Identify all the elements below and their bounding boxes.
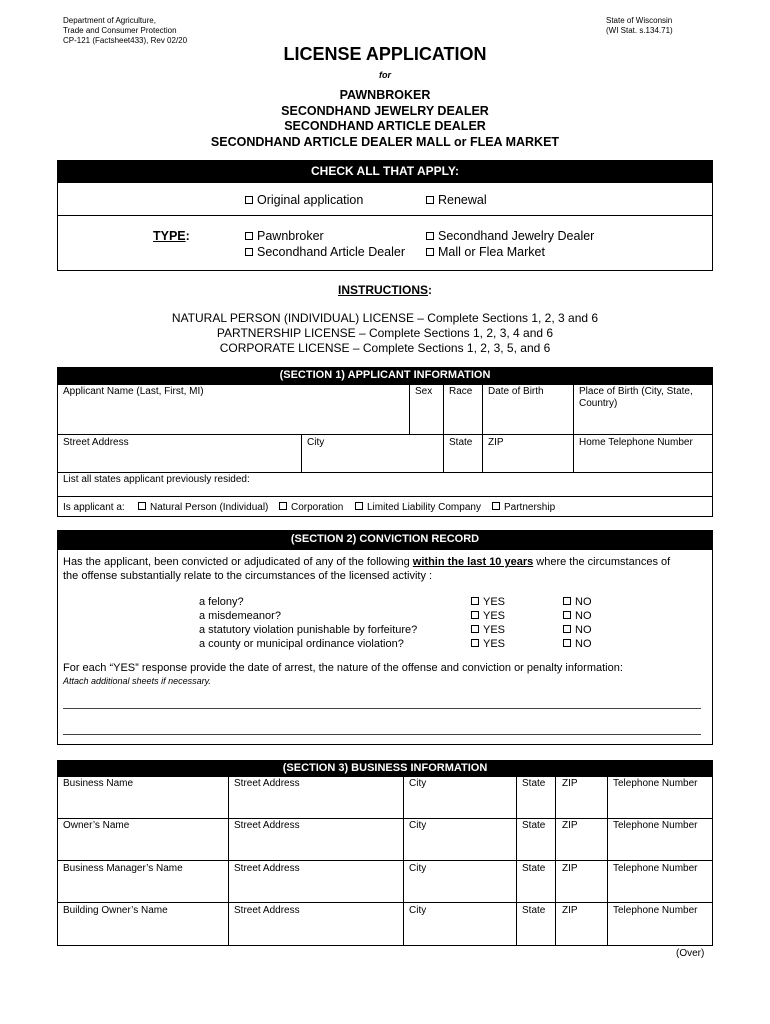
manager-phone-field[interactable]: Telephone Number — [613, 863, 698, 874]
divider — [409, 384, 410, 435]
instruction-line: PARTNERSHIP LICENSE – Complete Sections 1, 2, 3, 4 and 6 — [216, 326, 554, 340]
checkbox[interactable] — [471, 611, 479, 619]
building-owner-zip-field[interactable]: ZIP — [562, 905, 578, 916]
llc-option[interactable]: Limited Liability Company — [355, 502, 481, 513]
business-city-field[interactable]: City — [409, 778, 427, 789]
street-address-field[interactable]: Street Address — [63, 437, 129, 448]
sex-field[interactable]: Sex — [415, 386, 433, 397]
license-type: PAWNBROKER — [339, 88, 431, 102]
divider — [443, 384, 444, 472]
agency-line: Department of Agriculture, — [63, 16, 156, 25]
no-option[interactable]: NO — [563, 623, 592, 637]
checkbox[interactable] — [471, 639, 479, 647]
partnership-option[interactable]: Partnership — [492, 502, 555, 513]
section1-heading: (SECTION 1) APPLICANT INFORMATION — [57, 367, 713, 384]
manager-state-field[interactable]: State — [522, 863, 546, 874]
divider — [607, 777, 608, 946]
answer-line[interactable] — [63, 708, 701, 709]
offense-list — [199, 595, 417, 651]
divider — [57, 434, 713, 435]
license-type: SECONDHAND ARTICLE DEALER MALL or FLEA MARKET — [210, 134, 560, 149]
yes-option[interactable]: YES — [471, 623, 505, 637]
mall-flea-market-option[interactable]: Mall or Flea Market — [426, 245, 545, 259]
divider — [57, 472, 713, 473]
checkbox[interactable] — [426, 232, 434, 240]
page-continue-note: (Over) — [676, 948, 705, 959]
manager-zip-field[interactable]: ZIP — [562, 863, 578, 874]
no-option[interactable]: NO — [563, 609, 592, 623]
instruction-line: CORPORATE LICENSE – Complete Sections 1, 2, 3, 5, and 6 — [219, 341, 551, 355]
checkbox[interactable] — [563, 639, 571, 647]
applicant-name-field[interactable]: Applicant Name (Last, First, MI) — [63, 386, 204, 397]
for-text: for — [379, 70, 391, 80]
divider — [228, 777, 229, 946]
divider — [57, 818, 713, 819]
attach-note: Attach additional sheets if necessary. — [63, 676, 211, 686]
home-phone-field[interactable]: Home Telephone Number — [579, 437, 693, 448]
building-owner-state-field[interactable]: State — [522, 905, 546, 916]
divider — [516, 777, 517, 946]
building-owner-name-field[interactable]: Building Owner’s Name — [63, 905, 168, 916]
owner-zip-field[interactable]: ZIP — [562, 820, 578, 831]
no-option[interactable]: NO — [563, 595, 592, 609]
state-line: State of Wisconsin — [606, 16, 673, 25]
city-field[interactable]: City — [307, 437, 325, 448]
state-header — [606, 16, 673, 36]
place-of-birth-field[interactable]: Place of Birth (City, State, Country) — [579, 386, 693, 409]
instructions-list — [0, 311, 770, 356]
divider — [57, 902, 713, 903]
no-column — [563, 595, 592, 651]
offense-item: a county or municipal ordinance violation? — [199, 638, 404, 650]
yes-option[interactable]: YES — [471, 609, 505, 623]
divider — [301, 434, 302, 472]
article-dealer-option[interactable]: Secondhand Article Dealer — [245, 245, 405, 259]
divider — [555, 777, 556, 946]
checkbox[interactable] — [471, 597, 479, 605]
corporation-option[interactable]: Corporation — [279, 502, 343, 513]
check-all-heading: CHECK ALL THAT APPLY: — [57, 160, 713, 182]
date-of-birth-field[interactable]: Date of Birth — [488, 386, 544, 397]
manager-name-field[interactable]: Business Manager’s Name — [63, 863, 183, 874]
divider — [482, 384, 483, 472]
yes-response-instruction: For each “YES” response provide the date of arrest, the nature of the offense and conviction or penalty information: — [63, 662, 623, 674]
jewelry-dealer-option[interactable]: Secondhand Jewelry Dealer — [426, 229, 594, 243]
checkbox[interactable] — [426, 248, 434, 256]
section3-heading: (SECTION 3) BUSINESS INFORMATION — [57, 760, 713, 777]
renewal-option[interactable]: Renewal — [426, 193, 487, 207]
checkbox[interactable] — [426, 196, 434, 204]
race-field[interactable]: Race — [449, 386, 473, 397]
owner-city-field[interactable]: City — [409, 820, 427, 831]
checkbox[interactable] — [138, 502, 146, 510]
yes-column — [471, 595, 505, 651]
business-state-field[interactable]: State — [522, 778, 546, 789]
business-phone-field[interactable]: Telephone Number — [613, 778, 698, 789]
owner-state-field[interactable]: State — [522, 820, 546, 831]
license-type: SECONDHAND ARTICLE DEALER — [284, 119, 486, 133]
agency-line: Trade and Consumer Protection — [63, 26, 177, 35]
checkbox[interactable] — [563, 597, 571, 605]
checkbox[interactable] — [245, 196, 253, 204]
divider — [573, 384, 574, 472]
checkbox[interactable] — [245, 248, 253, 256]
owner-name-field[interactable]: Owner’s Name — [63, 820, 130, 831]
divider — [57, 860, 713, 861]
building-owner-phone-field[interactable]: Telephone Number — [613, 905, 698, 916]
manager-city-field[interactable]: City — [409, 863, 427, 874]
offense-item: a felony? — [199, 596, 244, 608]
page-title: LICENSE APPLICATION — [283, 44, 487, 64]
building-owner-street-field[interactable]: Street Address — [234, 905, 300, 916]
checkbox[interactable] — [471, 625, 479, 633]
conviction-question: Has the applicant, been convicted or adjudicated of any of the following within the last 10 years where the circumstances of the offense substantially relate to the circumstances of the licensed activity : — [63, 556, 671, 582]
instructions-heading: INSTRUCTIONS: — [338, 283, 432, 297]
owner-street-field[interactable]: Street Address — [234, 820, 300, 831]
yes-option[interactable]: YES — [471, 595, 505, 609]
original-application-option[interactable]: Original application — [245, 193, 363, 207]
business-name-field[interactable]: Business Name — [63, 778, 134, 789]
checkbox[interactable] — [355, 502, 363, 510]
type-label: TYPE: — [153, 229, 190, 243]
answer-line[interactable] — [63, 734, 701, 735]
checkbox[interactable] — [245, 232, 253, 240]
checkbox[interactable] — [279, 502, 287, 510]
business-street-field[interactable]: Street Address — [234, 778, 300, 789]
offense-item: a statutory violation punishable by forfeiture? — [199, 624, 418, 636]
divider — [57, 496, 713, 497]
checkbox[interactable] — [563, 625, 571, 633]
building-owner-city-field[interactable]: City — [409, 905, 427, 916]
divider — [403, 777, 404, 946]
natural-person-option[interactable]: Natural Person (Individual) — [138, 502, 268, 513]
section2-heading: (SECTION 2) CONVICTION RECORD — [57, 530, 713, 549]
manager-street-field[interactable]: Street Address — [234, 863, 300, 874]
offense-item: a misdemeanor? — [199, 610, 281, 622]
owner-phone-field[interactable]: Telephone Number — [613, 820, 698, 831]
statute-line: (WI Stat. s.134.71) — [606, 26, 673, 35]
form-number: CP-121 (Factsheet433), Rev 02/20 — [63, 36, 188, 45]
checkbox[interactable] — [492, 502, 500, 510]
license-type: SECONDHAND JEWELRY DEALER — [281, 103, 489, 118]
license-types — [0, 88, 770, 150]
instruction-line: NATURAL PERSON (INDIVIDUAL) LICENSE – Complete Sections 1, 2, 3 and 6 — [171, 311, 599, 325]
no-option[interactable]: NO — [563, 637, 592, 651]
pawnbroker-option[interactable]: Pawnbroker — [245, 229, 324, 243]
checkbox[interactable] — [563, 611, 571, 619]
agency-header — [63, 16, 187, 46]
is-applicant-label: Is applicant a: — [63, 502, 125, 513]
divider — [57, 215, 713, 216]
previous-states-field[interactable]: List all states applicant previously resided: — [63, 474, 250, 485]
state-field[interactable]: State — [449, 437, 473, 448]
zip-field[interactable]: ZIP — [488, 437, 504, 448]
business-zip-field[interactable]: ZIP — [562, 778, 578, 789]
yes-option[interactable]: YES — [471, 637, 505, 651]
